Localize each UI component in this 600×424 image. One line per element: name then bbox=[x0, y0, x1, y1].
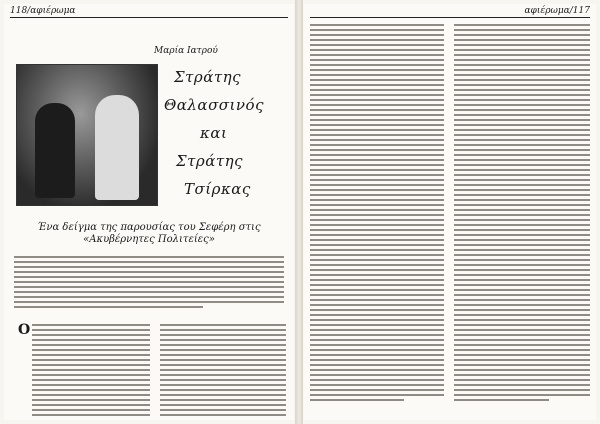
title-line-5: Τσίρκας bbox=[184, 180, 251, 198]
photograph-two-men-icon bbox=[16, 64, 158, 206]
header-rule-left bbox=[10, 17, 288, 18]
title-line-4: Στράτης bbox=[176, 152, 244, 170]
body-column-2 bbox=[454, 24, 590, 404]
article-subtitle: Ένα δείγμα της παρουσίας του Σεφέρη στις «Ακυβέρνητες Πολιτείες» bbox=[37, 222, 261, 245]
drop-cap: Ο bbox=[18, 322, 31, 338]
page-header-right: αφιέρωμα/117 bbox=[524, 6, 590, 16]
body-column-left bbox=[32, 324, 150, 419]
author-name: Μαρία Ιατρού bbox=[154, 46, 218, 56]
body-column-right bbox=[160, 324, 286, 419]
header-rule-right bbox=[310, 17, 590, 18]
page-header-left: 118/αφιέρωμα bbox=[10, 6, 76, 16]
page-gutter bbox=[295, 0, 303, 424]
body-column-1 bbox=[310, 24, 444, 404]
person-silhouette-light bbox=[95, 95, 139, 200]
title-line-1: Στράτης bbox=[174, 68, 242, 86]
title-line-3: και bbox=[200, 124, 228, 142]
title-line-2: Θαλασσινός bbox=[164, 96, 264, 114]
person-silhouette-dark bbox=[35, 103, 75, 198]
intro-paragraph bbox=[14, 256, 284, 311]
left-page bbox=[4, 4, 294, 420]
right-page bbox=[304, 4, 596, 420]
